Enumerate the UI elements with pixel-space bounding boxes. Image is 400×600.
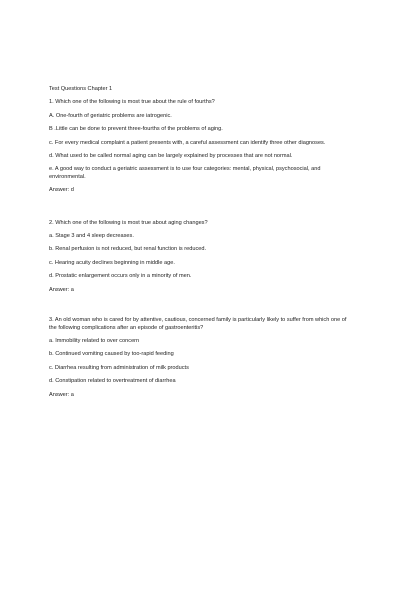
answer-option: A. One-fourth of geriatric problems are iatrogenic. <box>49 112 172 119</box>
answer-option: e. A good way to conduct a geriatric assessment is to use four categories: mental, physical, psychosocial, and environmental. <box>49 166 321 180</box>
answer-option: b. Renal perfusion is not reduced, but renal function is reduced. <box>49 246 207 253</box>
answer-key: Answer: d <box>49 187 74 194</box>
question-spacer <box>49 195 354 220</box>
question-stem: 3. An old woman who is cared for by attentive, cautious, concerned family is particularly likely to suffer from which one of the following complications after an episode of gastroenteritis? <box>49 317 347 331</box>
document-page <box>49 86 354 399</box>
answer-option: b. Continued vomiting caused by too-rapid feeding <box>49 351 174 358</box>
question-1 <box>49 99 354 194</box>
answer-option: c. Diarrhea resulting from administration of milk products <box>49 364 189 371</box>
answer-option: a. Immobility related to over concern <box>49 337 140 344</box>
answer-key: Answer: a <box>49 391 74 398</box>
question-spacer <box>49 294 354 317</box>
answer-option: d. What used to be called normal aging can be largely explained by processes that are not normal. <box>49 153 293 160</box>
answer-option: c. For every medical complaint a patient presents with, a careful assessment can identify three other diagnoses. <box>49 139 326 146</box>
question-2 <box>49 220 354 294</box>
question-stem: 2. Which one of the following is most true about aging changes? <box>49 219 208 226</box>
document-title: Test Questions Chapter 1 <box>49 86 113 92</box>
answer-option: B .Little can be done to prevent three-fourths of the problems of aging. <box>49 126 223 133</box>
answer-option: c. Hearing acuity declines beginning in middle age. <box>49 259 175 266</box>
answer-option: d. Constipation related to overtreatment of diarrhea <box>49 378 176 385</box>
answer-option: a. Stage 3 and 4 sleep decreases. <box>49 233 134 240</box>
question-3 <box>49 317 354 399</box>
answer-option: d. Prostatic enlargement occurs only in a minority of men. <box>49 273 192 280</box>
answer-key: Answer: a <box>49 286 74 293</box>
question-stem: 1. Which one of the following is most true about the rule of fourths? <box>49 99 215 106</box>
